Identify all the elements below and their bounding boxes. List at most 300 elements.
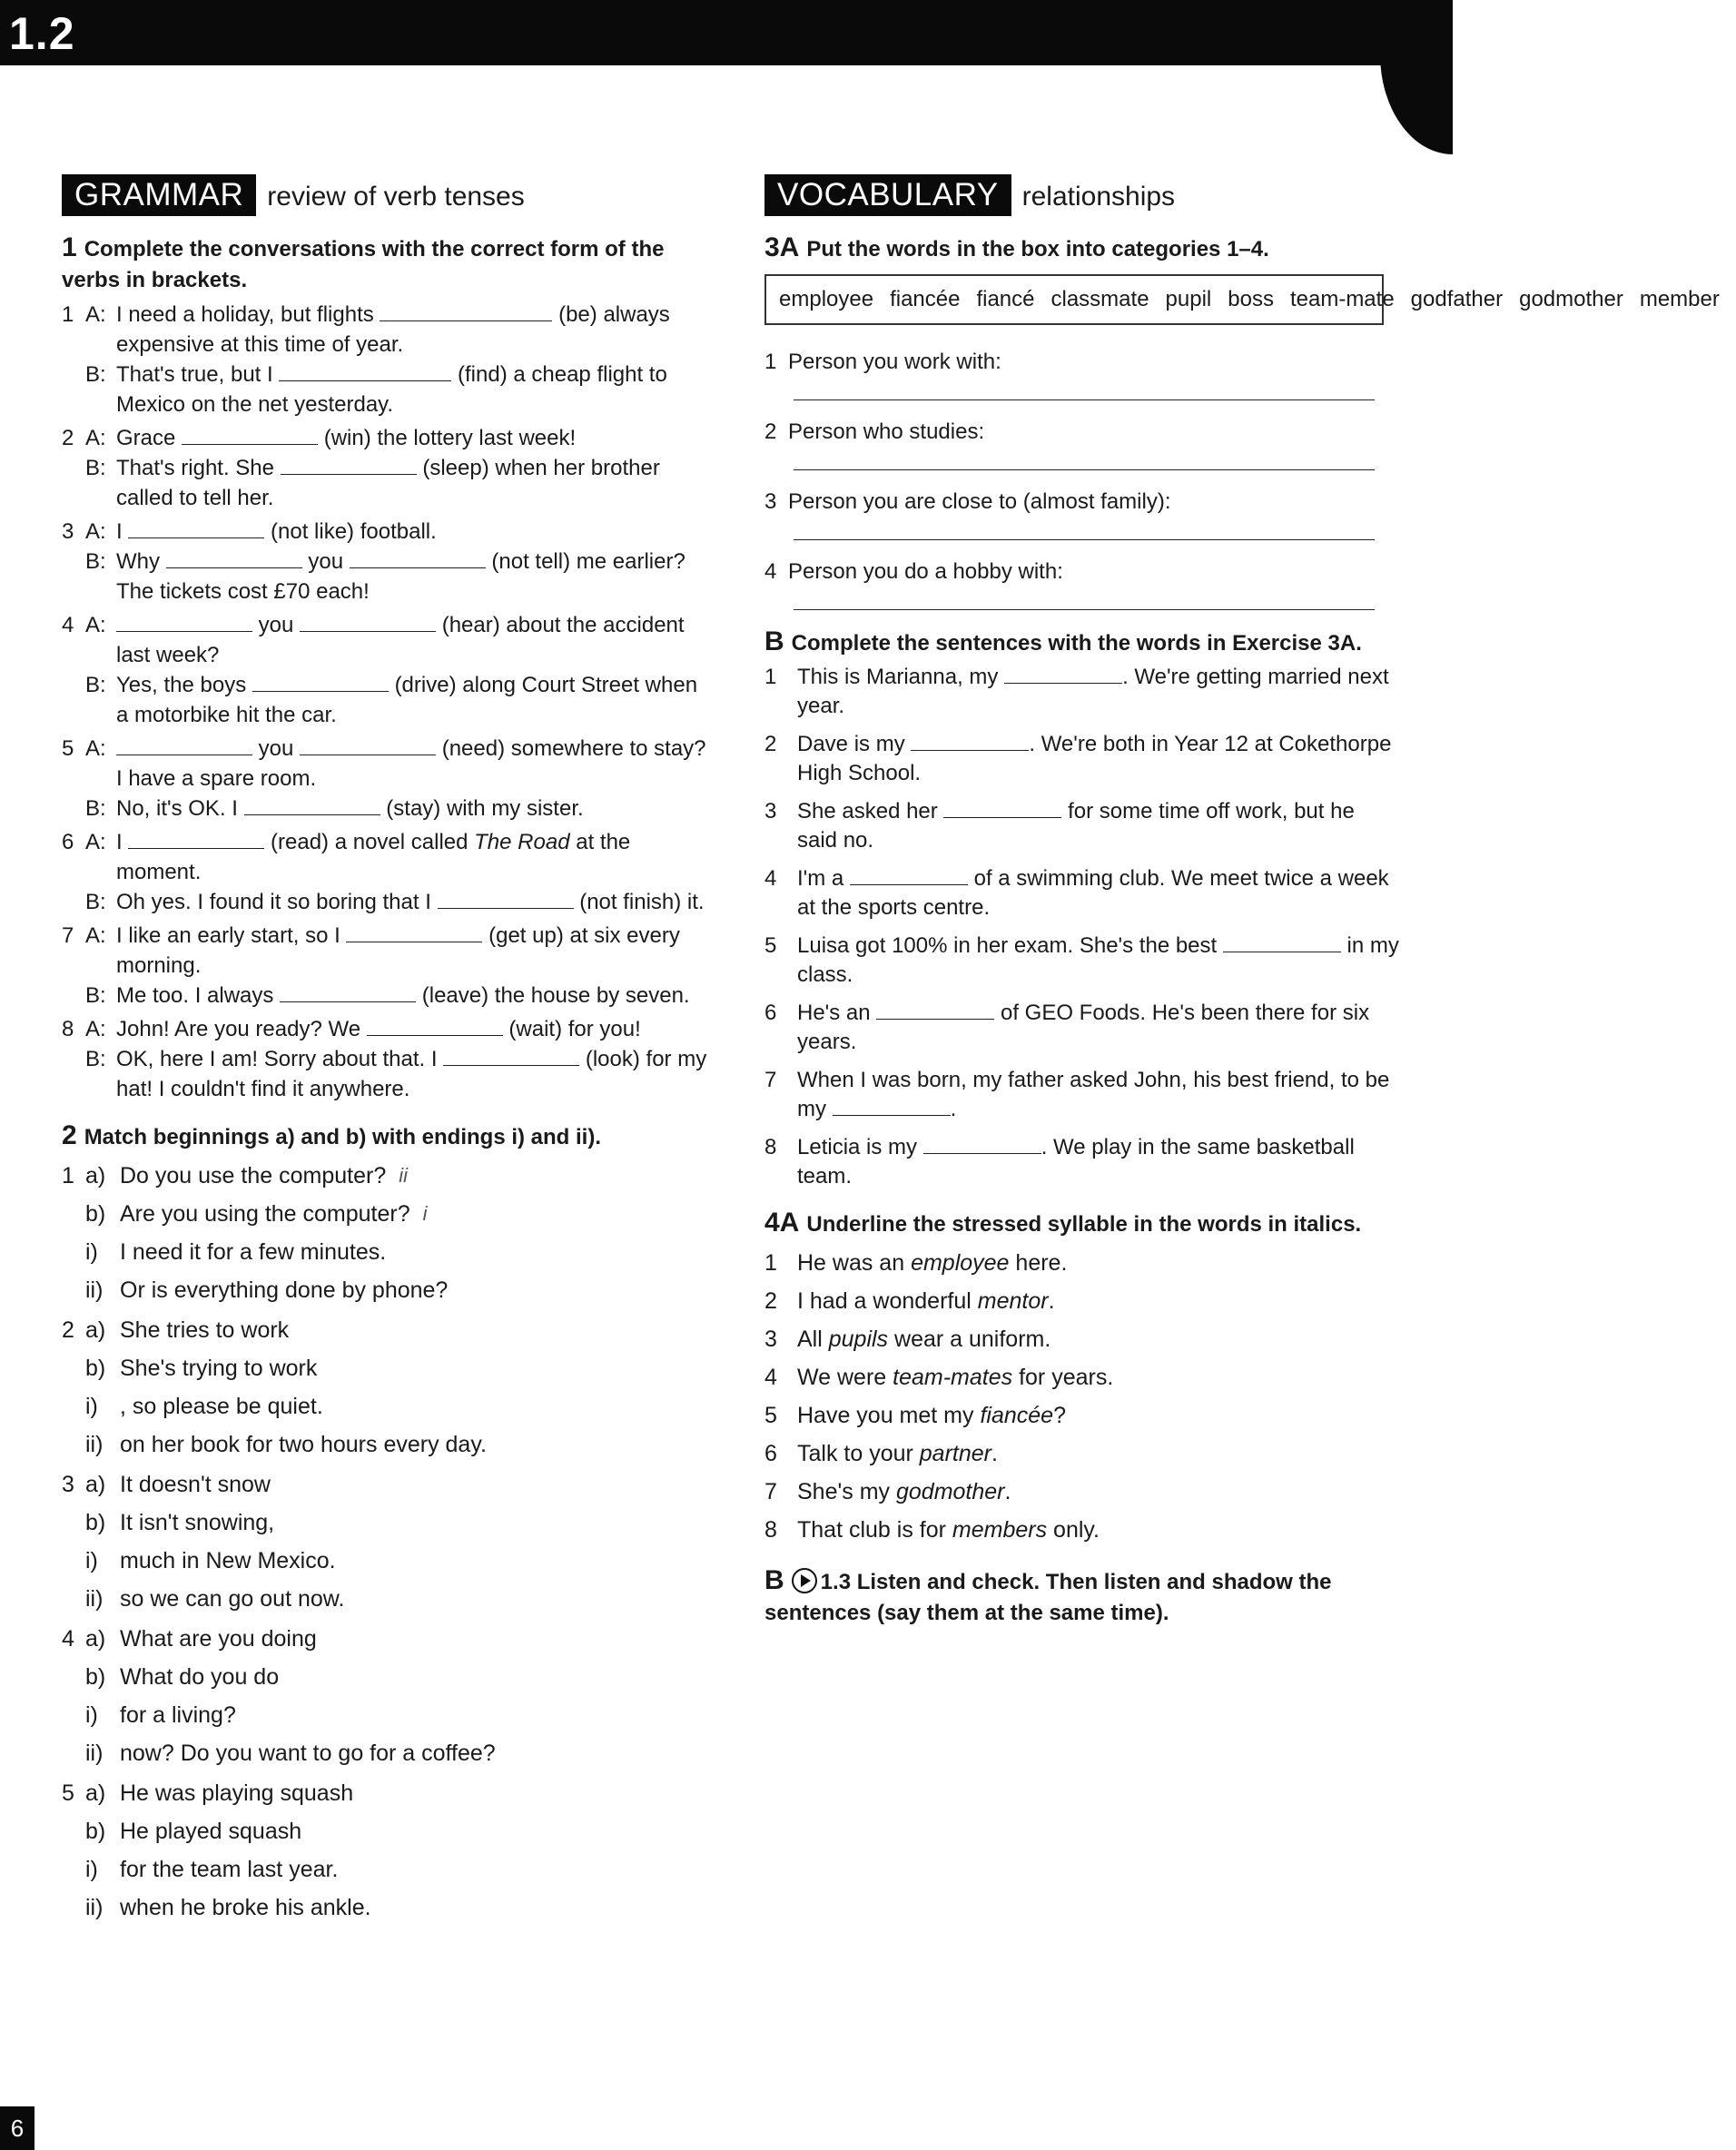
option-label: ii) bbox=[85, 1432, 104, 1457]
text-segment: you bbox=[258, 736, 301, 761]
sentence bbox=[764, 999, 1400, 1057]
text-segment: (not tell) me earlier? The tickets cost £70 each! bbox=[116, 549, 686, 604]
exercise-1-conversations bbox=[62, 300, 715, 1104]
exercise-4a-sentences bbox=[764, 1244, 1400, 1549]
speaker-label: B: bbox=[85, 362, 106, 387]
item-number: 4 bbox=[62, 1626, 74, 1652]
text-segment: Me too. I always bbox=[116, 983, 281, 1008]
item-number: 5 bbox=[62, 1780, 74, 1806]
item-number: 3 bbox=[764, 1326, 777, 1352]
conversation bbox=[62, 734, 715, 824]
speaker-label: A: bbox=[85, 923, 106, 948]
text-segment: of a swimming club. We meet twice a week at the sports centre. bbox=[797, 866, 1389, 920]
vocabulary-subtitle: relationships bbox=[1021, 182, 1176, 212]
item-number: 7 bbox=[764, 1068, 777, 1092]
option-text: now? Do you want to go for a coffee? bbox=[120, 1741, 496, 1766]
text-segment: for some time off work, but he said no. bbox=[797, 799, 1355, 853]
text-segment: (find) a cheap flight to Mexico on the net yesterday. bbox=[116, 362, 667, 417]
text-segment: . bbox=[950, 1097, 957, 1121]
word-box-item: godfather bbox=[1410, 287, 1504, 311]
item-number bbox=[62, 670, 85, 730]
item-number bbox=[62, 1271, 85, 1309]
option-text: What do you do bbox=[120, 1664, 280, 1690]
italic-word[interactable]: godmother bbox=[895, 1479, 1005, 1504]
speaker-label: A: bbox=[85, 1017, 106, 1041]
item-number: 8 bbox=[764, 1135, 777, 1159]
instruction-text: Put the words in the box into categories 1–4. bbox=[806, 237, 1269, 261]
conversation-line bbox=[62, 1014, 715, 1044]
item-number: 5 bbox=[764, 1403, 777, 1428]
text-segment: Why bbox=[116, 549, 166, 574]
sentence bbox=[764, 663, 1400, 721]
speaker-label: B: bbox=[85, 796, 106, 821]
text-segment: only. bbox=[1047, 1517, 1100, 1543]
match-group bbox=[62, 1311, 715, 1464]
sentence bbox=[764, 1320, 1400, 1358]
option-label: i) bbox=[85, 1239, 98, 1265]
item-number: 4 bbox=[764, 559, 777, 584]
option-text: It isn't snowing, bbox=[120, 1510, 275, 1535]
option-text: when he broke his ankle. bbox=[120, 1895, 371, 1920]
text-segment: Luisa got 100% in her exam. She's the best bbox=[797, 933, 1223, 958]
conversation-line bbox=[62, 981, 715, 1011]
text-segment: I bbox=[116, 830, 129, 854]
word-box-item: team-mate bbox=[1289, 287, 1395, 311]
item-number bbox=[62, 1889, 85, 1927]
category-item bbox=[764, 347, 1400, 400]
conversation bbox=[62, 517, 715, 607]
grammar-column bbox=[62, 174, 715, 1928]
item-number: 2 bbox=[62, 1317, 74, 1343]
sentence bbox=[764, 1244, 1400, 1282]
exercise-4a-instruction bbox=[764, 1208, 1400, 1240]
speaker-label: A: bbox=[85, 302, 106, 327]
match-group bbox=[62, 1620, 715, 1772]
text-segment: (sleep) when her brother called to tell her. bbox=[116, 456, 660, 510]
word-box-item: fiancée bbox=[890, 287, 961, 311]
option-label: a) bbox=[85, 1472, 106, 1497]
match-row bbox=[62, 1812, 715, 1850]
match-row bbox=[62, 1850, 715, 1889]
answer-blank[interactable] bbox=[252, 673, 389, 692]
text-segment: . bbox=[1048, 1288, 1055, 1314]
sentence-text bbox=[797, 1320, 1050, 1358]
sentence-text bbox=[797, 1473, 1011, 1511]
line-text bbox=[116, 794, 715, 824]
sentence-text bbox=[797, 797, 1400, 855]
answer-blank[interactable] bbox=[300, 613, 436, 632]
unit-number: 1.2 bbox=[9, 8, 75, 59]
option-text: so we can go out now. bbox=[120, 1586, 345, 1612]
text-segment: . bbox=[991, 1441, 998, 1466]
conversation-line bbox=[62, 887, 715, 917]
option-label: b) bbox=[85, 1819, 106, 1844]
text-segment: ? bbox=[1053, 1403, 1066, 1428]
text-segment: That club is for bbox=[797, 1517, 952, 1543]
item-number bbox=[62, 887, 85, 917]
answer-blank[interactable] bbox=[280, 983, 416, 1002]
item-number: 1 bbox=[62, 302, 74, 327]
category-label bbox=[764, 347, 1400, 378]
item-number bbox=[62, 1658, 85, 1696]
item-number: 7 bbox=[764, 1479, 777, 1504]
text-segment: here. bbox=[1009, 1250, 1068, 1276]
vocabulary-column bbox=[764, 174, 1720, 1632]
sentence-text bbox=[797, 730, 1400, 788]
option-text: Or is everything done by phone? bbox=[120, 1277, 449, 1303]
answer-line[interactable] bbox=[794, 448, 1375, 470]
text-segment: (not finish) it. bbox=[579, 890, 705, 914]
match-group bbox=[62, 1774, 715, 1927]
track-number: 1.3 bbox=[820, 1570, 852, 1594]
text-segment: John! Are you ready? We bbox=[116, 1017, 367, 1041]
item-number bbox=[62, 1734, 85, 1772]
answer-blank[interactable] bbox=[128, 830, 264, 849]
text-segment: OK, here I am! Sorry about that. I bbox=[116, 1047, 444, 1071]
line-text bbox=[116, 827, 715, 887]
answer-blank[interactable] bbox=[116, 613, 252, 632]
answer-blank[interactable] bbox=[116, 736, 252, 755]
answer-line[interactable] bbox=[794, 587, 1375, 610]
sentence-text bbox=[797, 1282, 1055, 1320]
option-label: i) bbox=[85, 1548, 98, 1573]
item-number bbox=[62, 1542, 85, 1580]
option-text: I need it for a few minutes. bbox=[120, 1239, 387, 1265]
item-number bbox=[62, 453, 85, 513]
conversation-line bbox=[62, 423, 715, 453]
item-number: 8 bbox=[62, 1017, 74, 1041]
text-segment: in my class. bbox=[797, 933, 1399, 987]
exercise-4b-instruction bbox=[764, 1565, 1400, 1629]
option-text: for the team last year. bbox=[120, 1857, 339, 1882]
category-text: Person who studies: bbox=[788, 419, 985, 444]
text-segment: of GEO Foods. He's been there for six years. bbox=[797, 1001, 1370, 1054]
answer-blank[interactable] bbox=[281, 456, 417, 475]
option-label: a) bbox=[85, 1780, 106, 1806]
exercise-2-matching bbox=[62, 1157, 715, 1927]
option-text: , so please be quiet. bbox=[120, 1394, 323, 1419]
option-label: a) bbox=[85, 1626, 106, 1652]
option-text: He played squash bbox=[120, 1819, 302, 1844]
option-label: i) bbox=[85, 1394, 98, 1419]
match-row bbox=[62, 1195, 715, 1233]
sentence bbox=[764, 797, 1400, 855]
item-number: 5 bbox=[62, 736, 74, 761]
option-label: a) bbox=[85, 1163, 106, 1188]
italic-word[interactable]: fiancée bbox=[980, 1403, 1054, 1428]
match-row bbox=[62, 1734, 715, 1772]
answer-blank[interactable] bbox=[850, 866, 968, 885]
exercise-2-instruction bbox=[62, 1120, 715, 1153]
grammar-badge: GRAMMAR bbox=[62, 174, 256, 216]
vocabulary-badge: VOCABULARY bbox=[764, 174, 1011, 216]
line-text bbox=[116, 423, 715, 453]
conversation-line bbox=[62, 360, 715, 419]
answer-blank[interactable] bbox=[244, 796, 380, 815]
italic-word[interactable]: mentor bbox=[977, 1288, 1049, 1314]
answer-blank[interactable] bbox=[833, 1097, 951, 1116]
item-number bbox=[62, 1850, 85, 1889]
sentence-text bbox=[797, 1133, 1400, 1191]
word-box-item: member bbox=[1639, 287, 1720, 311]
item-number bbox=[62, 360, 85, 419]
item-number: 3 bbox=[764, 489, 777, 514]
text-segment: He's an bbox=[797, 1001, 877, 1025]
option-label: ii) bbox=[85, 1741, 104, 1766]
word-box-item: godmother bbox=[1519, 287, 1623, 311]
speaker-label: A: bbox=[85, 519, 106, 544]
conversation-line bbox=[62, 827, 715, 887]
item-number bbox=[62, 1696, 85, 1734]
answer-blank[interactable] bbox=[1004, 665, 1122, 684]
item-number: 6 bbox=[764, 1001, 777, 1025]
answer-line[interactable] bbox=[794, 378, 1375, 400]
match-row bbox=[62, 1425, 715, 1464]
instruction-text: Complete the sentences with the words in Exercise 3A. bbox=[791, 631, 1362, 656]
exercise-number: 4A bbox=[764, 1208, 800, 1238]
sentence bbox=[764, 1282, 1400, 1320]
text-segment: Yes, the boys bbox=[116, 673, 252, 697]
instruction-text: Complete the conversations with the correct form of the verbs in brackets. bbox=[62, 237, 665, 292]
line-text bbox=[116, 1014, 715, 1044]
item-number: 2 bbox=[764, 419, 777, 444]
text-segment: (need) somewhere to stay? I have a spare room. bbox=[116, 736, 706, 791]
text-segment: I bbox=[116, 519, 129, 544]
item-number: 3 bbox=[764, 799, 777, 824]
item-number bbox=[62, 794, 85, 824]
match-row bbox=[62, 1157, 715, 1195]
item-number: 2 bbox=[764, 1288, 777, 1314]
conversation-line bbox=[62, 610, 715, 670]
line-text bbox=[116, 453, 715, 513]
match-row bbox=[62, 1774, 715, 1812]
exercise-number: 2 bbox=[62, 1120, 77, 1150]
option-text: Are you using the computer? bbox=[120, 1201, 410, 1227]
speaker-label: B: bbox=[85, 673, 106, 697]
text-segment: We were bbox=[797, 1365, 893, 1390]
speaker-label: B: bbox=[85, 890, 106, 914]
match-row bbox=[62, 1889, 715, 1927]
word-box-item: fiancé bbox=[976, 287, 1035, 311]
item-number bbox=[62, 1387, 85, 1425]
sentence bbox=[764, 1435, 1400, 1473]
grammar-heading bbox=[62, 174, 715, 216]
conversation-line bbox=[62, 547, 715, 607]
conversation bbox=[62, 423, 715, 513]
conversation-line bbox=[62, 1044, 715, 1104]
audio-play-icon[interactable] bbox=[792, 1568, 817, 1593]
option-text: She tries to work bbox=[120, 1317, 290, 1343]
text-segment: Leticia is my bbox=[797, 1135, 923, 1159]
answer-blank[interactable] bbox=[279, 362, 451, 381]
answer-blank[interactable] bbox=[443, 1047, 579, 1066]
item-number bbox=[62, 547, 85, 607]
match-row bbox=[62, 1465, 715, 1504]
answer-blank[interactable] bbox=[380, 302, 552, 321]
option-text: It doesn't snow bbox=[120, 1472, 271, 1497]
answer-blank[interactable] bbox=[350, 549, 486, 568]
text-segment: This is Marianna, my bbox=[797, 665, 1005, 689]
speaker-label: A: bbox=[85, 830, 106, 854]
italic-word[interactable]: partner bbox=[919, 1441, 991, 1466]
answer-blank[interactable] bbox=[182, 426, 318, 445]
unit-header-bar bbox=[0, 0, 1453, 65]
line-text bbox=[116, 670, 715, 730]
exercise-1-instruction bbox=[62, 232, 715, 296]
answer-blank[interactable] bbox=[128, 519, 264, 538]
text-segment: All bbox=[797, 1326, 829, 1352]
option-label: b) bbox=[85, 1664, 106, 1690]
item-number: 6 bbox=[764, 1441, 777, 1466]
option-label: i) bbox=[85, 1702, 98, 1728]
sentence bbox=[764, 1133, 1400, 1191]
answer-blank[interactable] bbox=[911, 732, 1029, 751]
italic-word[interactable]: employee bbox=[911, 1250, 1010, 1276]
sentence-text bbox=[797, 864, 1400, 922]
text-segment: . bbox=[1004, 1479, 1011, 1504]
exercise-3b-sentences bbox=[764, 663, 1400, 1191]
option-text: He was playing squash bbox=[120, 1780, 354, 1806]
match-group bbox=[62, 1465, 715, 1618]
speaker-label: A: bbox=[85, 613, 106, 637]
text-segment: . We play in the same basketball team. bbox=[797, 1135, 1355, 1188]
word-box-item: pupil bbox=[1165, 287, 1212, 311]
text-segment: Grace bbox=[116, 426, 182, 450]
text-segment: (hear) about the accident last week? bbox=[116, 613, 685, 667]
handwritten-answer: i bbox=[422, 1202, 428, 1225]
category-text: Person you do a hobby with: bbox=[788, 559, 1063, 584]
speaker-label: B: bbox=[85, 1047, 106, 1071]
answer-blank[interactable] bbox=[1223, 933, 1341, 952]
line-text bbox=[116, 610, 715, 670]
text-segment: you bbox=[308, 549, 350, 574]
conversation bbox=[62, 300, 715, 419]
text-segment: (win) the lottery last week! bbox=[323, 426, 577, 450]
option-label: ii) bbox=[85, 1586, 104, 1612]
exercise-number: 3A bbox=[764, 232, 800, 262]
option-label: b) bbox=[85, 1510, 106, 1535]
word-box-item: boss bbox=[1228, 287, 1274, 311]
answer-blank[interactable] bbox=[166, 549, 302, 568]
sentence bbox=[764, 1396, 1400, 1435]
line-text bbox=[116, 734, 715, 794]
text-segment: (drive) along Court Street when a motorbike hit the car. bbox=[116, 673, 698, 727]
item-number bbox=[62, 1425, 85, 1464]
match-row bbox=[62, 1696, 715, 1734]
text-segment: . We're getting married next year. bbox=[797, 665, 1389, 718]
line-text bbox=[116, 547, 715, 607]
option-text: on her book for two hours every day. bbox=[120, 1432, 487, 1457]
item-number: 2 bbox=[62, 426, 74, 450]
italic-word[interactable]: pupils bbox=[828, 1326, 889, 1352]
vocabulary-heading bbox=[764, 174, 1400, 216]
sentence bbox=[764, 864, 1400, 922]
conversation-line bbox=[62, 794, 715, 824]
item-number: 4 bbox=[764, 866, 777, 891]
text-segment: That's true, but I bbox=[116, 362, 280, 387]
conversation-line bbox=[62, 453, 715, 513]
answer-blank[interactable] bbox=[943, 799, 1061, 818]
exercise-3a-instruction bbox=[764, 232, 1400, 265]
answer-blank[interactable] bbox=[923, 1135, 1041, 1154]
conversation bbox=[62, 921, 715, 1011]
option-label: b) bbox=[85, 1201, 106, 1227]
instruction-text: Underline the stressed syllable in the words in italics. bbox=[806, 1212, 1362, 1237]
word-box-item: classmate bbox=[1050, 287, 1149, 311]
category-label bbox=[764, 487, 1400, 518]
speaker-label: A: bbox=[85, 736, 106, 761]
category-text: Person you are close to (almost family): bbox=[788, 489, 1171, 514]
text-segment: (leave) the house by seven. bbox=[421, 983, 690, 1008]
text-segment: He was an bbox=[797, 1250, 912, 1276]
match-row bbox=[62, 1504, 715, 1542]
italic-word[interactable]: members bbox=[952, 1517, 1048, 1543]
item-number bbox=[62, 1812, 85, 1850]
category-item bbox=[764, 487, 1400, 540]
sentence bbox=[764, 1511, 1400, 1549]
text-segment: Dave is my bbox=[797, 732, 912, 756]
item-number bbox=[62, 981, 85, 1011]
option-label: ii) bbox=[85, 1895, 104, 1920]
answer-blank[interactable] bbox=[346, 923, 482, 942]
sentence-text bbox=[797, 663, 1400, 721]
text-segment: She's my bbox=[797, 1479, 896, 1504]
option-text: What are you doing bbox=[120, 1626, 317, 1652]
answer-blank[interactable] bbox=[300, 736, 436, 755]
option-label: a) bbox=[85, 1317, 106, 1343]
text-segment: (read) a novel called bbox=[271, 830, 475, 854]
category-label bbox=[764, 557, 1400, 587]
text-segment: I need a holiday, but flights bbox=[116, 302, 380, 327]
match-group bbox=[62, 1157, 715, 1309]
text-segment: I'm a bbox=[797, 866, 850, 891]
exercise-number: 1 bbox=[62, 232, 77, 262]
item-number bbox=[62, 1195, 85, 1233]
text-segment: (get up) at six every morning. bbox=[116, 923, 680, 978]
text-segment: Talk to your bbox=[797, 1441, 920, 1466]
text-segment: The Road bbox=[474, 830, 570, 854]
answer-blank[interactable] bbox=[438, 890, 574, 909]
category-text: Person you work with: bbox=[788, 350, 1001, 374]
text-segment: Have you met my bbox=[797, 1403, 981, 1428]
sentence-text bbox=[797, 932, 1400, 990]
exercise-number: B bbox=[764, 626, 784, 656]
italic-word[interactable]: team-mates bbox=[893, 1365, 1013, 1390]
option-text: for a living? bbox=[120, 1702, 236, 1728]
grammar-subtitle: review of verb tenses bbox=[267, 182, 525, 212]
item-number: 3 bbox=[62, 1472, 74, 1497]
item-number: 4 bbox=[62, 613, 74, 637]
word-box bbox=[764, 274, 1720, 325]
sentence bbox=[764, 1358, 1400, 1396]
item-number bbox=[62, 1233, 85, 1271]
speaker-label: A: bbox=[85, 426, 106, 450]
text-segment: (look) for my hat! I couldn't find it anywhere. bbox=[116, 1047, 707, 1101]
match-row bbox=[62, 1620, 715, 1658]
text-segment: for years. bbox=[1012, 1365, 1114, 1390]
option-text: Do you use the computer? bbox=[120, 1163, 387, 1188]
word-box-item: employee bbox=[779, 287, 874, 311]
speaker-label: B: bbox=[85, 983, 106, 1008]
answer-line[interactable] bbox=[794, 518, 1375, 540]
conversation-line bbox=[62, 670, 715, 730]
answer-blank[interactable] bbox=[876, 1001, 994, 1020]
answer-blank[interactable] bbox=[367, 1017, 503, 1036]
category-label bbox=[764, 417, 1400, 448]
item-number bbox=[62, 1580, 85, 1618]
line-text bbox=[116, 300, 715, 360]
text-segment: (not like) football. bbox=[271, 519, 437, 544]
